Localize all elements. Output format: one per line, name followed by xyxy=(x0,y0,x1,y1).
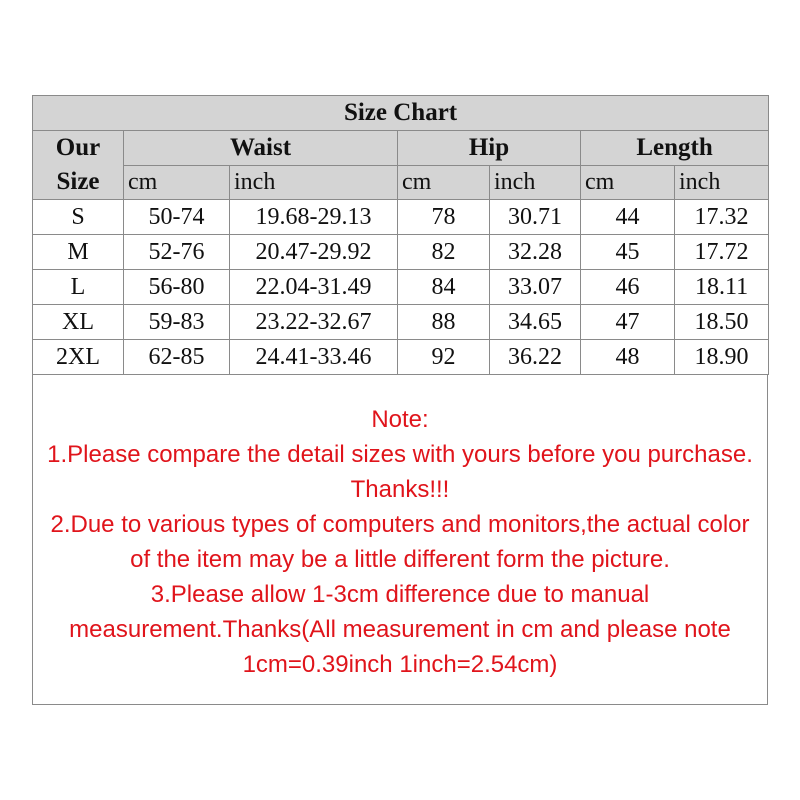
waist-header: Waist xyxy=(124,131,398,166)
note-heading: Note: xyxy=(371,406,429,433)
note-line: Thanks!!! xyxy=(350,476,450,503)
our-size-header xyxy=(33,131,124,200)
cell-waist-inch: 19.68-29.13 xyxy=(230,200,398,235)
cell-size: L xyxy=(33,270,124,305)
our-size-header-line1: Our xyxy=(55,134,101,161)
cell-size: 2XL xyxy=(33,340,124,375)
cell-hip-cm: 82 xyxy=(398,235,490,270)
cell-hip-inch: 34.65 xyxy=(490,305,581,340)
cell-waist-cm: 50-74 xyxy=(124,200,230,235)
cell-waist-cm: 52-76 xyxy=(124,235,230,270)
cell-hip-cm: 88 xyxy=(398,305,490,340)
our-size-header-line2: Size xyxy=(56,168,100,195)
note-line: measurement.Thanks(All measurement in cm and please note xyxy=(69,616,731,643)
cell-size: XL xyxy=(33,305,124,340)
cell-length-inch: 17.32 xyxy=(675,200,769,235)
cell-hip-inch: 33.07 xyxy=(490,270,581,305)
size-chart-table xyxy=(32,95,769,375)
cell-size: S xyxy=(33,200,124,235)
cell-length-cm: 48 xyxy=(581,340,675,375)
cell-length-inch: 18.90 xyxy=(675,340,769,375)
unit-waist-cm: cm xyxy=(124,166,230,200)
unit-hip-inch: inch xyxy=(490,166,581,200)
note-line: 2.Due to various types of computers and monitors,the actual color xyxy=(50,511,750,538)
length-header: Length xyxy=(581,131,769,166)
hip-header: Hip xyxy=(398,131,581,166)
cell-length-cm: 46 xyxy=(581,270,675,305)
table-row xyxy=(33,270,769,305)
cell-waist-inch: 23.22-32.67 xyxy=(230,305,398,340)
cell-waist-cm: 56-80 xyxy=(124,270,230,305)
unit-length-cm: cm xyxy=(581,166,675,200)
cell-length-inch: 18.11 xyxy=(675,270,769,305)
table-row xyxy=(33,200,769,235)
notes-block xyxy=(33,402,767,682)
cell-length-inch: 18.50 xyxy=(675,305,769,340)
cell-hip-inch: 36.22 xyxy=(490,340,581,375)
cell-hip-cm: 92 xyxy=(398,340,490,375)
note-line: 1cm=0.39inch 1inch=2.54cm) xyxy=(242,651,558,678)
size-chart-sheet xyxy=(32,95,768,705)
note-line: 1.Please compare the detail sizes with yours before you purchase. xyxy=(47,441,753,468)
chart-title: Size Chart xyxy=(33,96,769,131)
cell-waist-inch: 20.47-29.92 xyxy=(230,235,398,270)
table-row xyxy=(33,305,769,340)
note-line: 3.Please allow 1-3cm difference due to manual xyxy=(150,581,650,608)
table-row xyxy=(33,340,769,375)
cell-length-cm: 45 xyxy=(581,235,675,270)
unit-hip-cm: cm xyxy=(398,166,490,200)
unit-length-inch: inch xyxy=(675,166,769,200)
cell-waist-inch: 22.04-31.49 xyxy=(230,270,398,305)
cell-waist-cm: 62-85 xyxy=(124,340,230,375)
cell-hip-cm: 78 xyxy=(398,200,490,235)
cell-size: M xyxy=(33,235,124,270)
table-row xyxy=(33,235,769,270)
cell-hip-cm: 84 xyxy=(398,270,490,305)
cell-waist-cm: 59-83 xyxy=(124,305,230,340)
unit-waist-inch: inch xyxy=(230,166,398,200)
cell-length-inch: 17.72 xyxy=(675,235,769,270)
cell-hip-inch: 32.28 xyxy=(490,235,581,270)
cell-length-cm: 47 xyxy=(581,305,675,340)
note-line: of the item may be a little different form the picture. xyxy=(130,546,670,573)
cell-waist-inch: 24.41-33.46 xyxy=(230,340,398,375)
cell-hip-inch: 30.71 xyxy=(490,200,581,235)
cell-length-cm: 44 xyxy=(581,200,675,235)
